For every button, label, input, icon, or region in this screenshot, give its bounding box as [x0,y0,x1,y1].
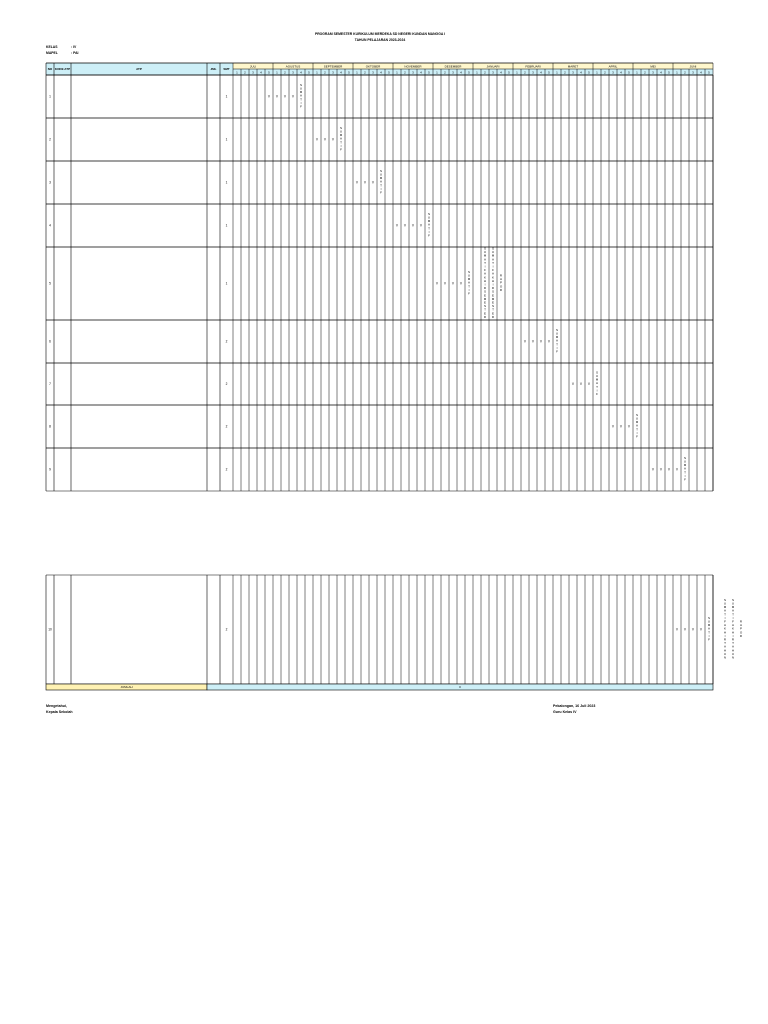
row-number: 4 [49,223,51,228]
week-number: 5 [508,70,510,75]
assessment-label-char: S [491,246,495,251]
assessment-label-char: U [707,619,711,624]
assessment-label-char: N [731,655,735,660]
assessment-label-char: A [723,608,727,613]
assessment-label-char: I [724,633,726,638]
week-number: 2 [564,70,566,75]
week-check-mark: V [451,281,455,286]
assessment-label-char: S [483,246,487,251]
col-atp-header: ATP [136,67,142,71]
assessment-label-char: I [492,282,494,287]
week-number: 1 [476,70,478,75]
assessment-label-char: T [724,612,726,617]
assessment-label-char: A [467,280,471,285]
assessment-label-char: R [483,314,487,319]
week-check-mark: V [283,94,287,99]
assessment-label-char: I [708,633,710,638]
week-number: 2 [484,70,486,75]
week-check-mark: V [611,424,615,429]
mapel-label: MAPEL [46,51,58,55]
assessment-label-char: T [708,630,710,635]
week-check-mark: V [403,223,407,228]
week-number: 4 [300,70,302,75]
week-check-mark: V [547,339,551,344]
assessment-label-char: M [707,623,711,628]
week-number: 2 [404,70,406,75]
row-number: 2 [49,137,51,142]
row-number: 9 [49,467,51,472]
week-check-mark: V [571,382,575,386]
week-number: 4 [420,70,422,75]
week-number: 1 [236,70,238,75]
assessment-label-char: T [492,260,494,265]
week-number: 1 [276,70,278,75]
assessment-label-char: A [379,179,383,184]
week-number: 2 [244,70,246,75]
week-number: 3 [252,70,254,75]
week-check-mark: V [579,382,583,386]
assessment-label-char: U [379,172,383,177]
signature-right-line2: Guru Kelas IV [553,710,577,714]
signature-right-line1: Pekalongan, 16 Juli 2023 [553,704,596,708]
assessment-label-char: E [491,311,495,316]
assessment-label-char: H [491,278,495,283]
week-number: 1 [436,70,438,75]
assessment-label-char: T [380,183,382,188]
assessment-label-char: S [379,168,383,173]
week-number: 3 [612,70,614,75]
assessment-label-char: I [492,264,494,269]
assessment-label-char: I [724,615,726,620]
assessment-label-char: R [491,314,495,319]
assessment-label-char: F [492,268,494,273]
week-number: 1 [516,70,518,75]
week-check-mark: V [659,467,663,472]
assessment-label-char: A [683,466,687,471]
week-number: 1 [676,70,678,75]
assessment-label-char: A [731,608,735,613]
assessment-label-char: T [492,307,494,312]
assessment-label-char: S [635,412,639,417]
assessment-label-char: T [732,641,734,646]
row-semester: 2 [225,424,228,429]
assessment-label-char: A [483,271,487,276]
assessment-label-char: M [467,277,471,282]
signature-left-line1: Mengetahui, [46,704,67,708]
week-number: 1 [356,70,358,75]
month-header-oktober: OKTOBER [365,64,381,69]
total-value: 0 [459,685,461,690]
assessment-label-char: M [491,296,495,301]
row-number: 6 [49,339,51,344]
assessment-label-char: I [636,430,638,435]
assessment-label-char: S [683,455,687,460]
row-semester: 2 [225,382,228,386]
assessment-label-char: M [731,605,735,610]
col-jml-header: JML [210,67,217,71]
row-semester: 1 [225,180,228,185]
week-check-mark: V [619,424,623,429]
assessment-label-char: A [555,338,559,343]
total-label: JUMLAH [120,685,133,690]
week-check-mark: V [531,339,535,344]
week-number: 3 [692,70,694,75]
week-number: 3 [412,70,414,75]
assessment-label-char: S [483,289,487,294]
month-header-agustus: AGUSTUS [285,64,301,69]
assessment-label-char: H [723,630,727,635]
assessment-label-char: U [555,331,559,336]
assessment-label-char: N [723,655,727,660]
assessment-label-char: A [723,644,727,649]
assessment-label-char: I [484,264,486,269]
row-semester: 1 [225,94,228,99]
assessment-label-char: M [299,90,303,95]
assessment-label-char: O [739,630,743,635]
assessment-label-char: R [723,637,727,642]
week-number: 5 [588,70,590,75]
week-number: 4 [660,70,662,75]
week-number: 2 [284,70,286,75]
week-number: 5 [668,70,670,75]
assessment-label-char: P [499,280,503,285]
week-check-mark: V [667,467,671,472]
assessment-label-char: F [724,619,726,624]
assessment-label-char: U [723,601,727,606]
assessment-label-char: K [491,275,495,280]
week-check-mark: V [459,281,463,286]
assessment-label-char: E [491,293,495,298]
week-check-mark: V [371,180,375,185]
assessment-label-char: F [732,619,734,624]
assessment-label-char: U [723,651,727,656]
month-header-april: APRIL [608,64,618,69]
assessment-label-char: U [491,250,495,255]
assessment-label-char: S [723,597,727,602]
assessment-label-char: R [499,273,503,278]
row-number: 1 [49,94,51,99]
assessment-label-char: P [739,626,743,631]
assessment-label-char: F [636,434,638,439]
assessment-label-char: H [731,648,735,653]
assessment-label-char: A [339,136,343,141]
assessment-label-char: T [340,140,342,145]
assessment-label-char: I [596,388,598,393]
week-check-mark: V [443,281,447,286]
week-number: 5 [388,70,390,75]
assessment-label-char: R [739,619,743,624]
week-check-mark: V [683,627,687,632]
assessment-label-char: M [595,377,599,382]
assessment-label-char: U [339,129,343,134]
mapel-value: : PAI [71,51,79,55]
row-number: 3 [49,180,51,185]
week-number: 3 [532,70,534,75]
week-check-mark: V [323,137,327,142]
assessment-label-char: U [635,416,639,421]
week-number: 5 [348,70,350,75]
assessment-label-char: T [732,612,734,617]
week-number: 4 [260,70,262,75]
assessment-label-char: S [491,304,495,309]
assessment-label-char: A [483,257,487,262]
assessment-label-char: M [339,133,343,138]
assessment-label-char: A [499,277,503,282]
week-number: 2 [364,70,366,75]
assessment-label-char: F [340,147,342,152]
assessment-label-char: S [731,597,735,602]
assessment-label-char: M [723,605,727,610]
assessment-label-char: F [596,392,598,396]
assessment-label-char: S [299,82,303,87]
week-number: 2 [444,70,446,75]
week-number: 2 [524,70,526,75]
week-check-mark: V [419,223,423,228]
row-semester: 1 [225,281,228,286]
assessment-label-char: U [595,374,599,378]
page-subtitle: TAHUN PELAJARAN 2023-2024 [354,38,406,42]
assessment-label-char: T [684,470,686,475]
week-check-mark: V [627,424,631,429]
row-number: 7 [49,382,51,386]
row-semester: 1 [225,223,228,228]
week-number: 2 [684,70,686,75]
assessment-label-char: A [299,93,303,98]
assessment-label-char: A [595,381,599,386]
assessment-label-char: R [483,286,487,291]
assessment-label-char: A [427,222,431,227]
week-check-mark: V [675,627,679,632]
assessment-label-char: T [300,97,302,102]
week-number: 3 [332,70,334,75]
assessment-label-char: I [468,287,470,292]
assessment-label-char: E [483,293,487,298]
assessment-label-char: S [555,327,559,332]
assessment-label-char: A [635,423,639,428]
assessment-label-char: S [491,289,495,294]
week-check-mark: V [691,627,695,632]
week-number: 4 [380,70,382,75]
row-semester: 2 [225,627,228,632]
assessment-label-char: A [739,623,743,628]
assessment-label-char: M [483,296,487,301]
assessment-label-char: M [483,253,487,258]
assessment-label-char: F [556,349,558,354]
row-number: 10 [48,627,52,632]
assessment-label-char: A [731,644,735,649]
row-semester: 2 [225,339,228,344]
assessment-label-char: H [731,630,735,635]
week-number: 4 [460,70,462,75]
assessment-label-char: I [340,143,342,148]
assessment-label-char: U [731,601,735,606]
assessment-label-char: R [499,287,503,292]
assessment-label-char: R [491,286,495,291]
assessment-label-char: F [684,477,686,482]
assessment-label-char: U [731,651,735,656]
assessment-label-char: U [483,250,487,255]
signature-left-line2: Kepala Sekolah [46,710,73,714]
week-number: 4 [540,70,542,75]
assessment-label-char: T [468,284,470,289]
week-number: 1 [556,70,558,75]
week-number: 3 [652,70,654,75]
week-number: 5 [548,70,550,75]
assessment-label-char: T [724,641,726,646]
week-number: 5 [268,70,270,75]
assessment-label-char: T [484,260,486,265]
week-number: 2 [324,70,326,75]
week-check-mark: V [523,339,527,344]
month-header-maret: MARET [567,64,579,69]
assessment-label-char: U [683,459,687,464]
assessment-label-char: M [635,420,639,425]
assessment-label-char: K [731,626,735,631]
assessment-label-char: O [499,284,503,289]
week-number: 3 [372,70,374,75]
row-semester: 2 [225,467,228,472]
week-number: 4 [500,70,502,75]
week-check-mark: V [587,382,591,386]
week-number: 2 [644,70,646,75]
assessment-label-char: M [491,253,495,258]
assessment-label-char: R [731,637,735,642]
week-number: 3 [452,70,454,75]
assessment-label-char: A [707,626,711,631]
week-number: 4 [340,70,342,75]
week-check-mark: V [291,94,295,99]
week-check-mark: V [363,180,367,185]
assessment-label-char: M [379,176,383,181]
assessment-label-char: E [483,300,487,305]
assessment-label-char: S [467,269,471,274]
assessment-label-char: R [739,633,743,638]
kelas-label: KELAS [46,45,58,49]
assessment-label-char: T [596,384,598,389]
assessment-label-char: I [732,633,734,638]
assessment-label-char: I [428,229,430,234]
week-number: 1 [316,70,318,75]
assessment-label-char: F [484,268,486,273]
assessment-label-char: S [707,615,711,620]
month-header-desember: DESEMBER [444,64,462,69]
assessment-label-char: I [732,615,734,620]
assessment-label-char: E [491,300,495,305]
assessment-label-char: M [427,219,431,224]
row-semester: 1 [225,137,228,142]
page-title: PROGRAM SEMESTER KURIKULUM MERDEKA SD NEGERI KUNDAN MANGGA I [314,32,446,36]
month-header-september: SEPTEMBER [323,64,343,69]
week-check-mark: V [539,339,543,344]
assessment-label-char: S [339,125,343,130]
week-number: 5 [428,70,430,75]
week-check-mark: V [435,281,439,286]
assessment-label-char: M [555,335,559,340]
week-number: 4 [700,70,702,75]
month-header-mei: MEI [650,64,656,69]
row-number: 8 [49,424,51,429]
assessment-label-char: E [483,311,487,316]
week-number: 5 [468,70,470,75]
month-header-januari: JANUARI [486,64,500,69]
week-number: 1 [396,70,398,75]
kelas-value: : IV [71,45,77,49]
assessment-label-char: T [636,427,638,432]
month-header-juni: JUNI [689,64,697,69]
assessment-label-char: A [491,257,495,262]
week-check-mark: V [331,137,335,142]
week-check-mark: V [267,94,271,99]
week-number: 5 [628,70,630,75]
assessment-label-char: S [483,304,487,309]
assessment-label-char: T [556,342,558,347]
week-check-mark: V [355,180,359,185]
week-number: 4 [620,70,622,75]
week-number: 5 [708,70,710,75]
week-number: 3 [292,70,294,75]
assessment-label-char: U [427,215,431,220]
week-check-mark: V [651,467,655,472]
assessment-label-char: F [380,190,382,195]
week-number: 2 [604,70,606,75]
week-check-mark: V [699,627,703,632]
assessment-label-char: K [483,275,487,280]
month-header-juli: JULI [249,64,257,69]
assessment-label-char: U [467,273,471,278]
month-header-februari: FEBRUARI [525,64,541,69]
week-number: 3 [492,70,494,75]
assessment-label-char: I [380,186,382,191]
row-number: 5 [49,281,51,286]
assessment-label-char: I [300,100,302,105]
assessment-label-char: F [708,637,710,642]
assessment-label-char: T [484,307,486,312]
week-number: 4 [580,70,582,75]
assessment-label-char: A [723,623,727,628]
assessment-label-char: H [483,278,487,283]
assessment-label-char: S [427,211,431,216]
assessment-label-char: A [491,271,495,276]
week-number: 5 [308,70,310,75]
assessment-label-char: M [683,463,687,468]
assessment-label-char: T [428,226,430,231]
col-kode-header: KODE ATP [54,67,71,71]
week-check-mark: V [395,223,399,228]
week-number: 1 [636,70,638,75]
assessment-label-char: F [428,233,430,238]
assessment-label-char: U [299,86,303,91]
col-no-header: NO [47,67,53,71]
week-check-mark: V [411,223,415,228]
week-check-mark: V [275,94,279,99]
assessment-label-char: F [300,104,302,109]
week-check-mark: V [315,137,319,142]
assessment-label-char: F [468,291,470,296]
assessment-label-char: I [556,345,558,350]
assessment-label-char: S [595,370,599,375]
assessment-label-char: I [484,282,486,287]
assessment-label-char: I [684,473,686,478]
assessment-label-char: H [723,648,727,653]
col-smt-header: SMT [223,67,230,71]
assessment-label-char: A [731,623,735,628]
week-number: 1 [596,70,598,75]
week-check-mark: V [675,467,679,472]
week-number: 3 [572,70,574,75]
month-header-november: NOVEMBER [404,64,422,69]
assessment-label-char: K [723,626,727,631]
